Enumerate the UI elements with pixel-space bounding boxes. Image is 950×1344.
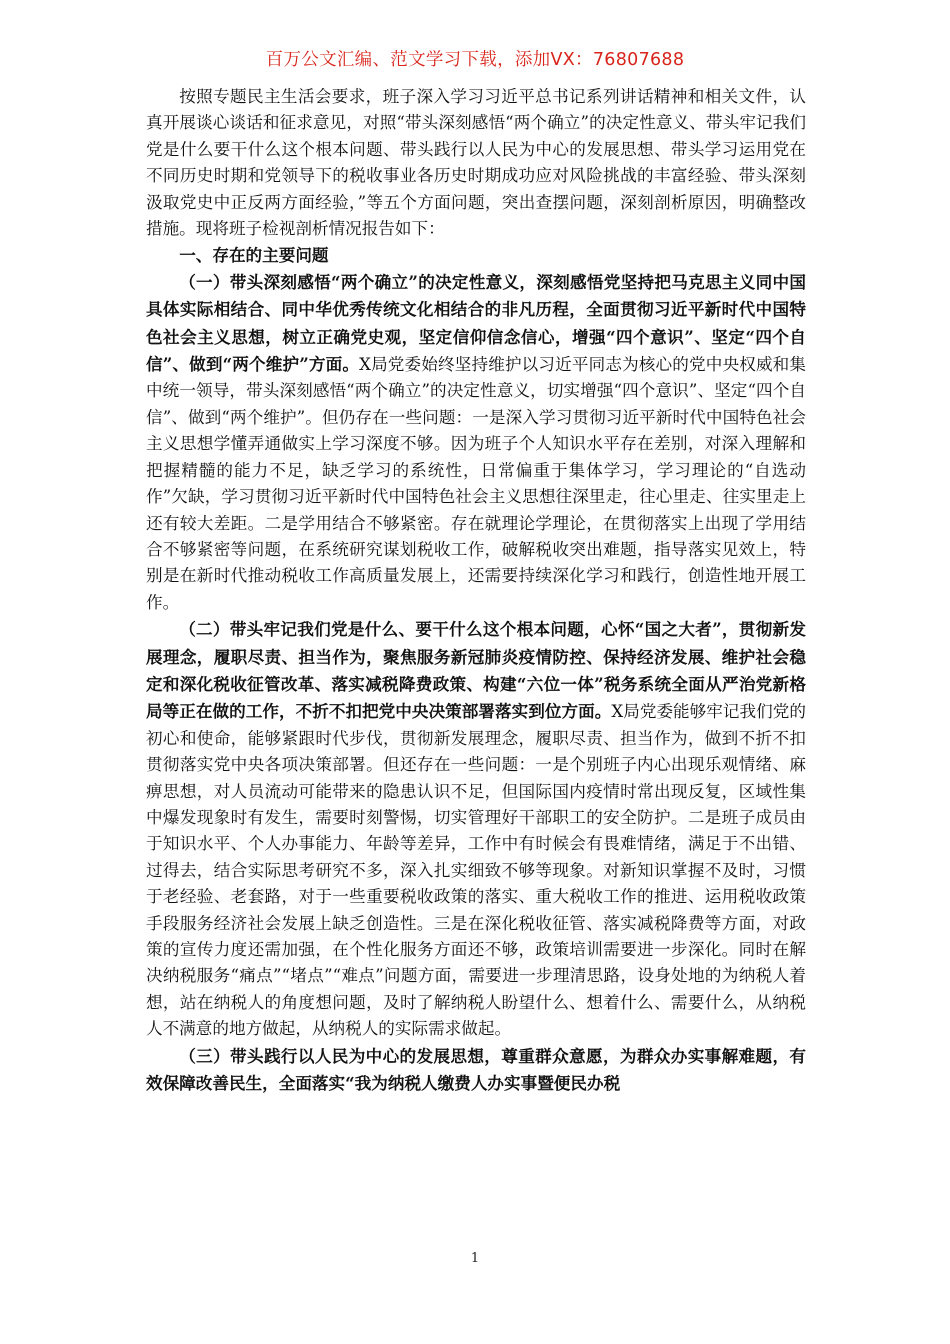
item1-text: X局党委始终坚持维护以习近平同志为核心的党中央权威和集中统一领导，带头深刻感悟“两个确立”的决定性意义，切实增强“四个意识”、坚定“四个自信”、做到“两个维护”。但仍存在一些问题：一是深入学习贯彻习近平新时代中国特色社会主义思想学懂弄通做实上学习深度不够。因为班子个人知识水平存在差别，对深入理解和把握精髓的能力不足，缺乏学习的系统性，日常偏重于集体学习，学习理论的“自选动作”欠缺，学习贯彻习近平新时代中国特色社会主义思想往深里走，往心里走、往实里走上还有较大差距。二是学用结合不够紧密。存在就理论学理论，在贯彻落实上出现了学用结合不够紧密等问题，在系统研究谋划税收工作，破解税收突出难题，指导落实见效上，特别是在新时代推动税收工作高质量发展上，还需要持续深化学习和践行，创造性地开展工作。 — [146, 355, 807, 612]
item2-paragraph — [146, 616, 806, 1043]
watermark-header: 百万公文汇编、范文学习下载，添加VX：76807688 — [265, 50, 685, 70]
item2-heading: （二）带头牢记我们党是什么、要干什么这个根本问题，心怀“国之大者”，贯彻新发展理念，履职尽责、担当作为，聚焦服务新冠肺炎疫情防控、保持经济发展、维护社会稳定和深化税收征管改革、落实减税降费政策、构建“六位一体”税务系统全面从严治党新格局等正在做的工作，不折不扣把党中央决策部署落实到位方面。 — [146, 619, 806, 722]
item1-heading: （一）带头深刻感悟“两个确立”的决定性意义，深刻感悟党坚持把马克思主义同中国具体实际相结合、同中华优秀传统文化相结合的非凡历程，全面贯彻习近平新时代中国特色社会主义思想，树立正确党史观，坚定信仰信念信心，增强“四个意识”、坚定“四个自信”、做到“两个维护”方面。 — [146, 271, 806, 375]
document-body — [146, 84, 806, 1097]
page-number: 1 — [470, 1251, 480, 1266]
item2-text: X局党委能够牢记我们党的初心和使命，能够紧跟时代步伐，贯彻新发展理念，履职尽责、担当作为，做到不折不扣贯彻落实党中央各项决策部署。但还存在一些问题：一是个别班子内心出现乐观情绪、麻痹思想，对人员流动可能带来的隐患认识不足，但国际国内疫情时常出现反复，区域性集中爆发现象时有发生，需要时刻警惕，切实管理好干部职工的安全防护。二是班子成员由于知识水平、个人办事能力、年龄等差异，工作中有时候会有畏难情绪，满足于不出错、过得去，结合实际思考研究不多，深入扎实细致不够等现象。对新知识掌握不及时，习惯于老经验、老套路，对于一些重要税收政策的落实、重大税收工作的推进、运用税收政策手段服务经济社会发展上缺乏创造性。三是在深化税收征管、落实减税降费等方面，对政策的宣传力度还需加强，在个性化服务方面还不够，政策培训需要进一步深化。同时在解决纳税服务“痛点”“堵点”“难点”问题方面，需要进一步理清思路，设身处地的为纳税人着想，站在纳税人的角度想问题，及时了解纳税人盼望什么、想着什么、需要什么，从纳税人不满意的地方做起，从纳税人的实际需求做起。 — [146, 702, 806, 1039]
section-heading: 一、存在的主要问题 — [179, 245, 329, 266]
item3-heading: （三）带头践行以人民为中心的发展思想，尊重群众意愿，为群众办实事解难题，有效保障改善民生，全面落实“我为纳税人缴费人办实事暨便民办税 — [146, 1045, 806, 1094]
item1-paragraph — [146, 269, 806, 616]
intro-paragraph: 按照专题民主生活会要求，班子深入学习习近平总书记系列讲话精神和相关文件，认真开展谈心谈话和征求意见，对照“带头深刻感悟“两个确立”的决定性意义、带头牢记我们党是什么要干什么这个根本问题、带头践行以人民为中心的发展思想、带头学习运用党在不同历史时期和党领导下的税收事业各历史时期成功应对风险挑战的丰富经验、带头深刻汲取党史中正反两方面经验，”等五个方面问题，突出查摆问题，深刻剖析原因，明确整改措施。现将班子检视剖析情况报告如下： — [146, 87, 806, 239]
item3-paragraph — [146, 1043, 806, 1098]
